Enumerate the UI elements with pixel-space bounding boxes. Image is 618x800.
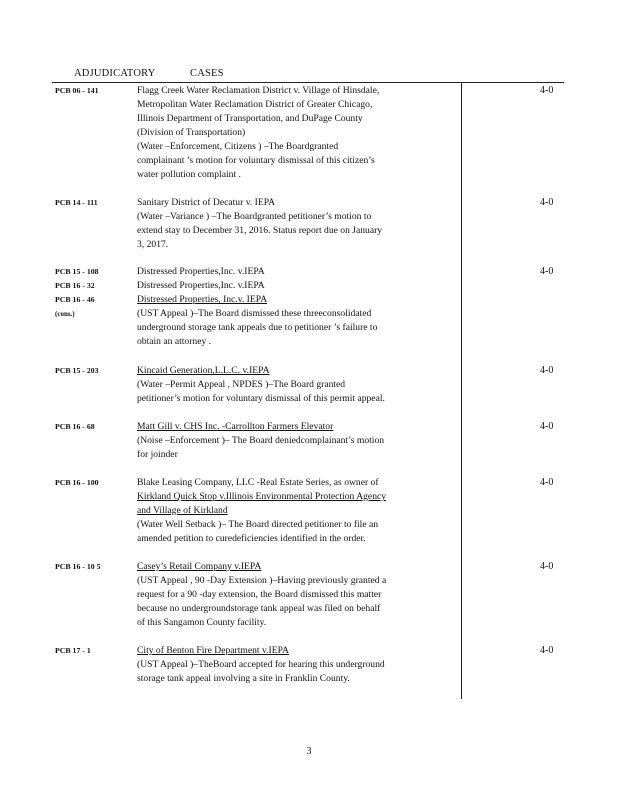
vote-count: 4-0 — [540, 365, 554, 376]
docket-number: PCB 06 - 141 — [55, 86, 99, 95]
case-summary: (Noise –Enforcement )– The Board deniedcomplainant’s motion — [137, 435, 385, 446]
case-summary: 3, 2017. — [137, 239, 169, 250]
case-summary: (Water Well Setback )– The Board directed petitioner to file an — [137, 519, 379, 530]
case-summary: because no undergroundstorage tank appeal was filed on behalf — [137, 603, 381, 614]
case-description — [137, 84, 441, 182]
case-summary: (Water –Variance ) –The Boardgranted petitioner’s motion to — [137, 211, 372, 222]
case-description — [137, 196, 441, 252]
docket-number: PCB 17 - 1 — [55, 646, 91, 655]
case-title: Illinois Department of Transportation, and DuPage County — [137, 113, 363, 124]
case-summary: request for a 90 -day extension, the Board dismissed this matter — [137, 589, 382, 600]
case-description — [137, 420, 441, 462]
case-summary: (UST Appeal , 90 -Day Extension )–Having previously granted a — [137, 575, 387, 586]
case-summary: complainant ’s motion for voluntary dismissal of this citizen’s — [137, 155, 375, 166]
case-title: City of Benton Fire Department v.IEPA — [137, 645, 289, 656]
vote-count: 4-0 — [540, 197, 554, 208]
case-summary: (Water –Permit Appeal , NPDES )–The Board granted — [137, 379, 346, 390]
case-summary: (UST Appeal )–The Board dismissed these threeconsolidated — [137, 308, 372, 319]
case-summary: underground storage tank appeals due to petitioner ’s failure to — [137, 322, 378, 333]
column-divider — [461, 82, 462, 699]
case-title: Casey’s Retail Company v.IEPA — [137, 561, 262, 572]
case-summary: (Water –Enforcement, Citizens ) –The Boardgranted — [137, 141, 339, 152]
case-summary: extend stay to December 31, 2016. Status report due on January — [137, 225, 383, 236]
case-description — [137, 644, 441, 686]
docket-number: PCB 16 - 68 — [55, 422, 95, 431]
vote-count: 4-0 — [540, 561, 554, 572]
case-title: Metropolitan Water Reclamation District of Greater Chicago, — [137, 99, 373, 110]
header-rule — [52, 82, 564, 83]
docket-number: PCB 15 - 203 — [55, 366, 99, 375]
case-title: Distressed Properties,Inc. v.IEPA — [137, 266, 265, 277]
case-summary: amended petition to curedeficiencies identified in the order. — [137, 533, 366, 544]
case-description — [137, 476, 441, 546]
case-summary: (UST Appeal )–TheBoard accepted for hearing this underground — [137, 659, 385, 670]
vote-count: 4-0 — [540, 85, 554, 96]
case-title: Flagg Creek Water Reclamation District v. Village of Hinsdale, — [137, 85, 380, 96]
case-description — [137, 560, 441, 630]
vote-count: 4-0 — [540, 477, 554, 488]
case-summary: for joinder — [137, 449, 178, 460]
docket-number: PCB 16 - 10 5 — [55, 562, 101, 571]
case-title: and Village of Kirkland — [137, 505, 228, 516]
case-summary: storage tank appeal involving a site in Franklin County. — [137, 673, 350, 684]
case-title: Kirkland Quick Stop v.Illinois Environmental Protection Agency — [137, 491, 387, 502]
case-summary: obtain an attorney . — [137, 336, 212, 347]
vote-count: 4-0 — [540, 421, 554, 432]
case-description — [137, 364, 441, 406]
case-summary: water pollution complaint . — [137, 169, 241, 180]
case-description — [137, 265, 441, 349]
section-heading-cases: CASES — [190, 68, 224, 79]
case-title: Sanitary District of Decatur v. IEPA — [137, 197, 276, 208]
case-summary: petitioner’s motion for voluntary dismissal of this permit appeal. — [137, 393, 385, 404]
vote-count: 4-0 — [540, 266, 554, 277]
page-number: 3 — [306, 746, 312, 757]
docket-number: PCB 15 - 108 PCB 16 - 32 PCB 16 - 46 (cons.) — [55, 267, 99, 318]
case-title: Distressed Properties,Inc. v.IEPA — [137, 280, 265, 291]
case-title: Kincaid Generation,L.L.C. v.IEPA — [137, 365, 270, 376]
case-title: Distressed Properties, Inc.v. IEPA — [137, 294, 268, 305]
case-title: (Division of Transportation) — [137, 127, 246, 138]
docket-number: PCB 14 - 111 — [55, 198, 98, 207]
case-title: Blake Leasing Company, LLC -Real Estate Series, as owner of — [137, 477, 379, 488]
vote-count: 4-0 — [540, 645, 554, 656]
section-heading-adjudicatory: ADJUDICATORY — [74, 68, 156, 79]
docket-number: PCB 16 - 100 — [55, 478, 99, 487]
case-summary: of this Sangamon County facility. — [137, 617, 267, 628]
case-title: Matt Gill v. CHS Inc. -Carrollton Farmers Elevator — [137, 421, 334, 432]
